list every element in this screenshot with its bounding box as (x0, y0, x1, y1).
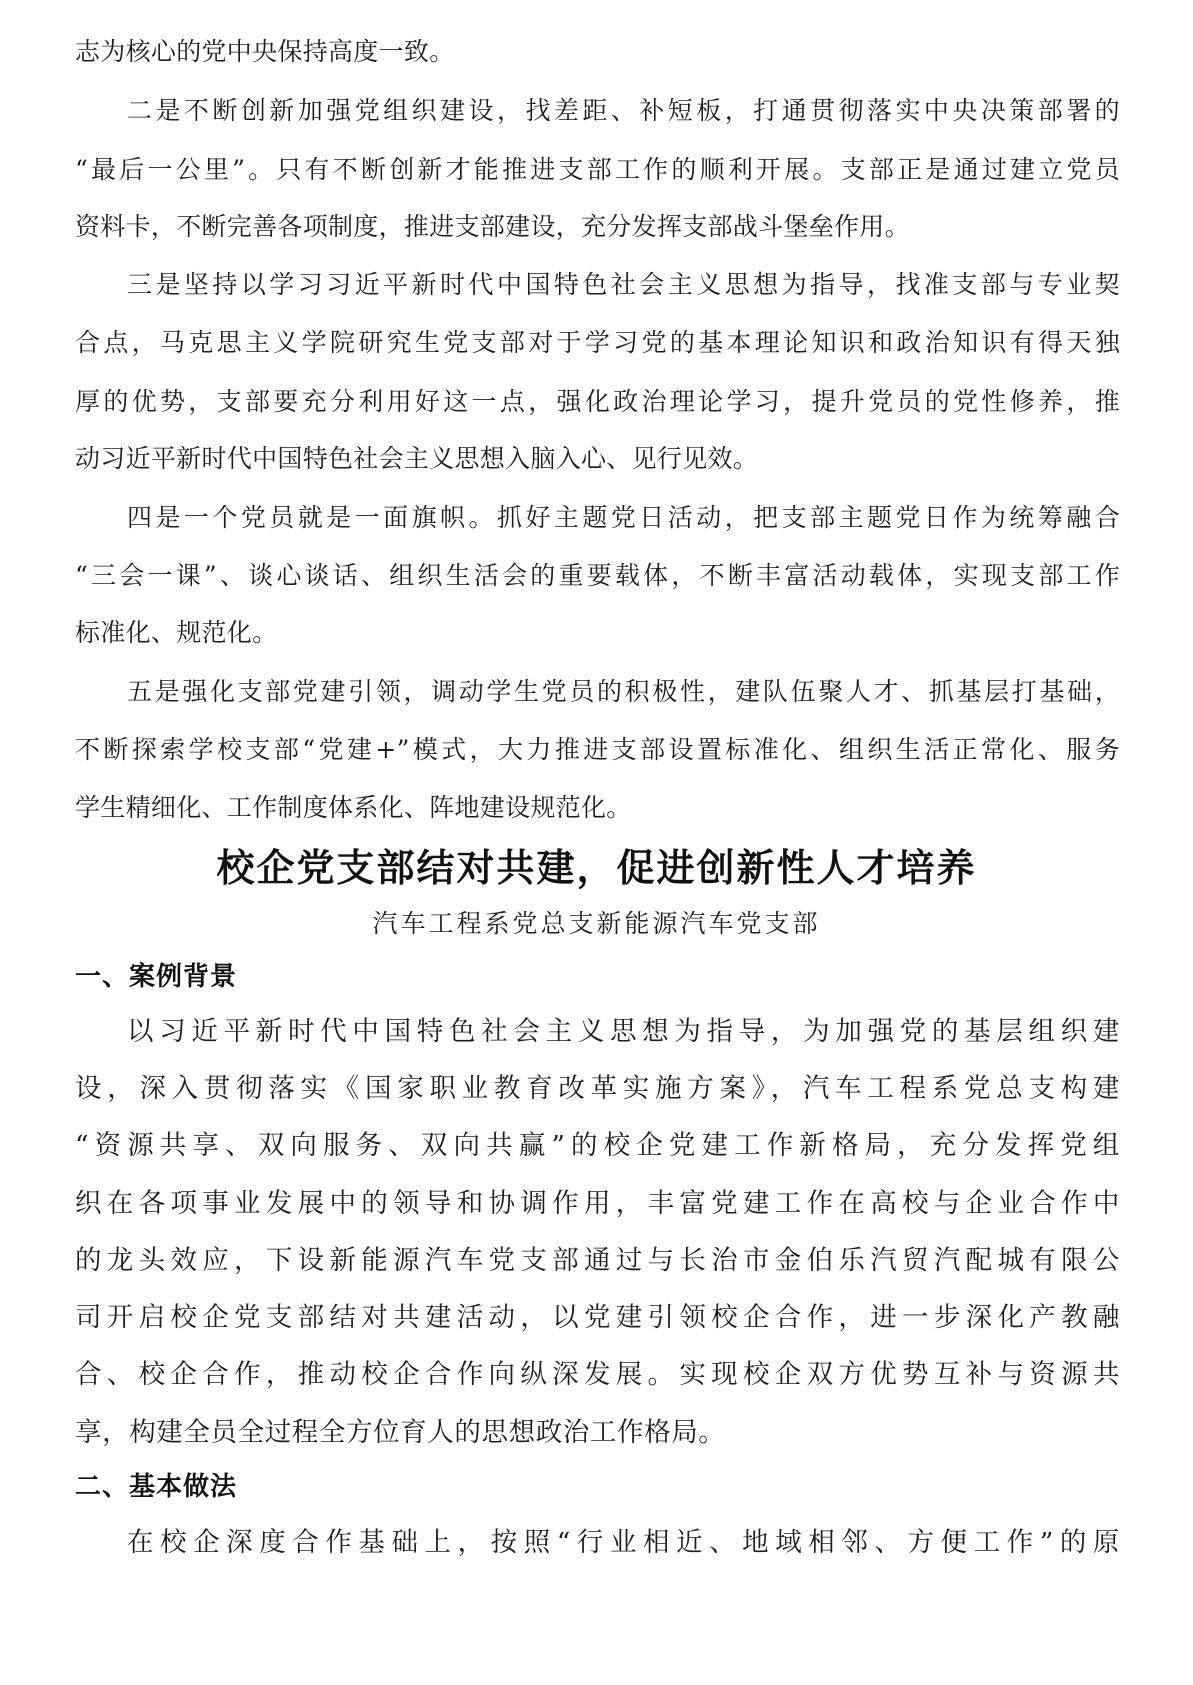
paragraph-line: “资源共享、双向服务、双向共赢”的校企党建工作新格局，充分发挥党组 (75, 1131, 1120, 1161)
paragraph-line: 二是不断创新加强党组织建设，找差距、补短板，打通贯彻落实中央决策部署的 (127, 96, 1120, 125)
article-author: 汽车工程系党总支新能源汽车党支部 (372, 909, 821, 938)
paragraph-line: “三会一课”、谈心谈话、组织生活会的重要载体，不断丰富活动载体，实现支部工作 (75, 561, 1120, 590)
paragraph-line: 设，深入贯彻落实《国家职业教育改革实施方案》，汽车工程系党总支构建 (75, 1074, 1120, 1104)
paragraph-line: 厚的优势，支部要充分利用好这一点，强化政治理论学习，提升党员的党性修养，推 (75, 387, 1120, 416)
paragraph-line: 三是坚持以学习习近平新时代中国特色社会主义思想为指导，找准支部与专业契 (127, 270, 1120, 299)
paragraph-line: 织在各项事业发展中的领导和协调作用，丰富党建工作在高校与企业合作中 (75, 1189, 1120, 1219)
paragraph-line: 在校企深度合作基础上，按照“行业相近、地域相邻、方便工作”的原 (127, 1528, 1120, 1558)
paragraph-line: 享，构建全员全过程全方位育人的思想政治工作格局。 (75, 1418, 726, 1448)
section-heading-background: 一、案例背景 (75, 962, 238, 992)
paragraph-line: 标准化、规范化。 (75, 618, 278, 647)
paragraph-line: 的龙头效应，下设新能源汽车党支部通过与长治市金伯乐汽贸汽配城有限公 (75, 1246, 1120, 1276)
paragraph-line: 资料卡，不断完善各项制度，推进支部建设，充分发挥支部战斗堡垒作用。 (75, 212, 910, 241)
paragraph-line: “最后一公里”。只有不断创新才能推进支部工作的顺利开展。支部正是通过建立党员 (75, 155, 1120, 184)
paragraph-line: 动习近平新时代中国特色社会主义思想入脑入心、见行见效。 (75, 444, 759, 473)
paragraph-line: 志为核心的党中央保持高度一致。 (75, 37, 455, 66)
section-heading-methods: 二、基本做法 (75, 1472, 238, 1502)
paragraph-line: 学生精细化、工作制度体系化、阵地建设规范化。 (75, 793, 632, 822)
paragraph-line: 合、校企合作，推动校企合作向纵深发展。实现校企双方优势互补与资源共 (75, 1360, 1120, 1390)
article-title: 校企党支部结对共建，促进创新性人才培养 (216, 846, 977, 890)
paragraph-line: 合点，马克思主义学院研究生党支部对于学习党的基本理论知识和政治知识有得天独 (75, 328, 1120, 357)
paragraph-line: 不断探索学校支部“党建+”模式，大力推进支部设置标准化、组织生活正常化、服务 (75, 735, 1120, 764)
paragraph-line: 五是强化支部党建引领，调动学生党员的积极性，建队伍聚人才、抓基层打基础， (127, 677, 1120, 706)
paragraph-line: 以习近平新时代中国特色社会主义思想为指导，为加强党的基层组织建 (127, 1017, 1120, 1047)
paragraph-line: 司开启校企党支部结对共建活动，以党建引领校企合作，进一步深化产教融 (75, 1303, 1120, 1333)
paragraph-line: 四是一个党员就是一面旗帜。抓好主题党日活动，把支部主题党日作为统筹融合 (127, 503, 1120, 532)
